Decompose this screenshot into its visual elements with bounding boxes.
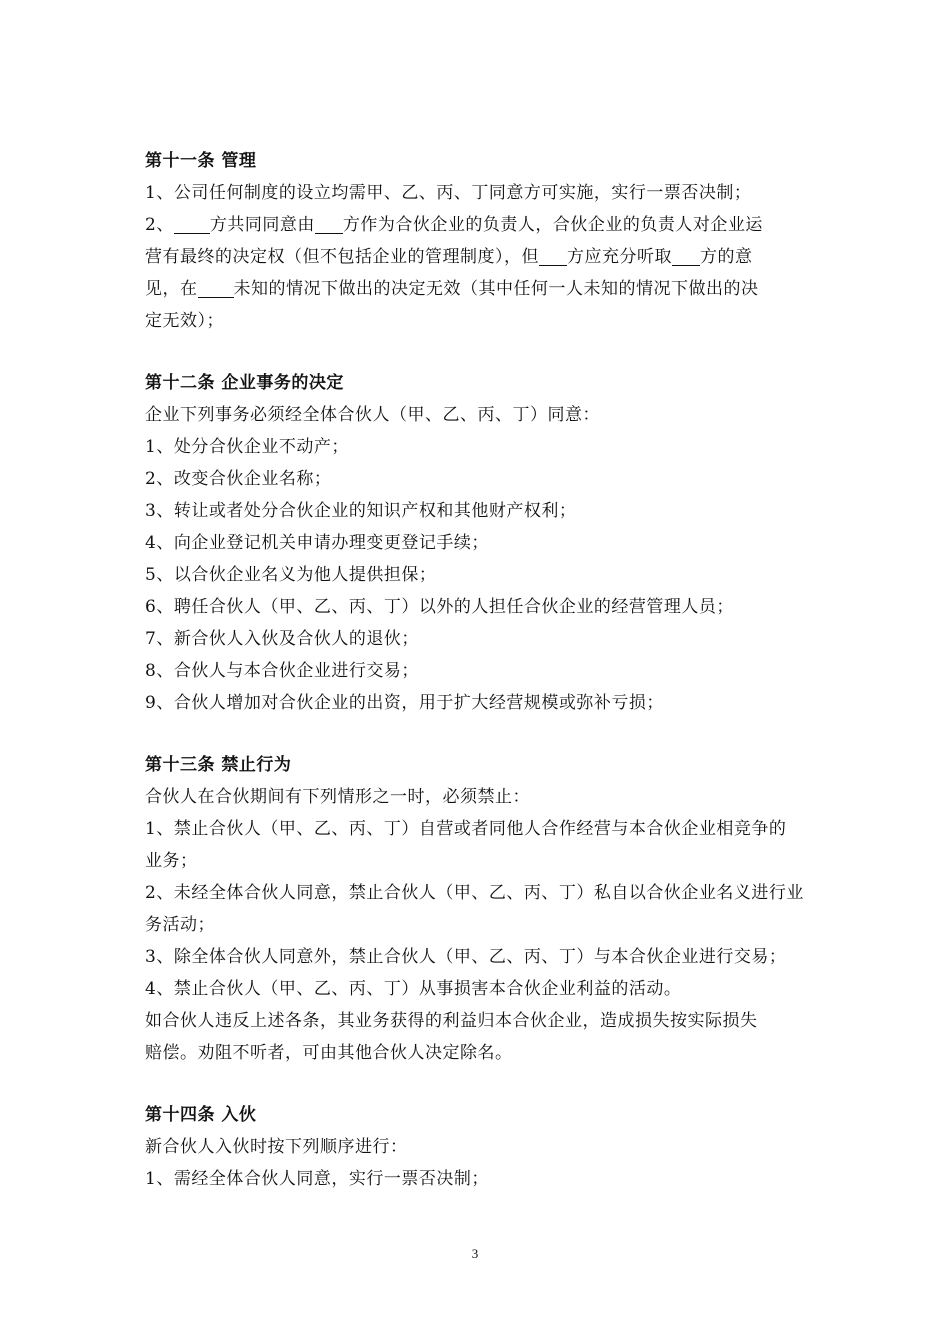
list-item: 1、需经全体合伙人同意，实行一票否决制； bbox=[145, 1169, 489, 1189]
paragraph-line: 赔偿。劝阻不听者，可由其他合伙人决定除名。 bbox=[145, 1043, 513, 1063]
text-run: 2、 bbox=[145, 215, 174, 235]
text-run: 方应充分听取 bbox=[567, 247, 672, 267]
list-item: 5、以合伙企业名义为他人提供担保； bbox=[145, 565, 437, 585]
list-item: 6、聘任合伙人（甲、乙、丙、丁）以外的人担任合伙企业的经营管理人员； bbox=[145, 597, 734, 617]
paragraph-line bbox=[145, 241, 810, 273]
article-heading: 第十四条 入伙 bbox=[145, 1105, 257, 1125]
page-number: 3 bbox=[471, 1246, 479, 1261]
fill-in-blank bbox=[539, 245, 567, 266]
paragraph-line: 新合伙人入伙时按下列顺序进行： bbox=[145, 1137, 408, 1157]
fill-in-blank bbox=[315, 213, 343, 234]
text-run: 方作为合伙企业的负责人，合伙企业的负责人对企业运 bbox=[342, 215, 763, 235]
text-run: 1、公司任何制度的设立均需甲、乙、丙、丁同意方可实施，实行一票否决制； bbox=[145, 183, 752, 203]
list-item: 3、除全体合伙人同意外，禁止合伙人（甲、乙、丙、丁）与本合伙企业进行交易； bbox=[145, 947, 787, 967]
paragraph-line bbox=[145, 305, 810, 337]
article-heading: 第十一条 管理 bbox=[145, 151, 257, 171]
article-14 bbox=[145, 1099, 810, 1195]
text-run: 方的意 bbox=[700, 247, 753, 267]
list-item: 2、未经全体合伙人同意，禁止合伙人（甲、乙、丙、丁）私自以合伙企业名义进行业 bbox=[145, 883, 804, 903]
article-heading: 第十二条 企业事务的决定 bbox=[145, 373, 344, 393]
list-item: 3、转让或者处分合伙企业的知识产权和其他财产权利； bbox=[145, 501, 577, 521]
list-item: 4、向企业登记机关申请办理变更登记手续； bbox=[145, 533, 489, 553]
fill-in-blank bbox=[672, 245, 700, 266]
fill-in-blank bbox=[198, 277, 234, 298]
article-13 bbox=[145, 749, 810, 1069]
text-run: 定无效）； bbox=[145, 311, 224, 331]
document-body bbox=[145, 145, 810, 1225]
list-item-continuation: 业务； bbox=[145, 851, 198, 871]
list-item: 1、禁止合伙人（甲、乙、丙、丁）自营或者同他人合作经营与本合伙企业相竞争的 bbox=[145, 819, 787, 839]
paragraph-line bbox=[145, 177, 810, 209]
text-run: 营有最终的决定权（但不包括企业的管理制度），但 bbox=[145, 247, 539, 267]
list-item: 1、处分合伙企业不动产； bbox=[145, 437, 349, 457]
text-run: 方共同同意由 bbox=[209, 215, 315, 235]
paragraph-line bbox=[145, 273, 810, 305]
fill-in-blank bbox=[174, 213, 210, 234]
list-item: 7、新合伙人入伙及合伙人的退伙； bbox=[145, 629, 419, 649]
list-item: 2、改变合伙企业名称； bbox=[145, 469, 332, 489]
list-item: 8、合伙人与本合伙企业进行交易； bbox=[145, 661, 419, 681]
list-item: 9、合伙人增加对合伙企业的出资，用于扩大经营规模或弥补亏损； bbox=[145, 693, 664, 713]
article-12 bbox=[145, 367, 810, 719]
article-heading: 第十三条 禁止行为 bbox=[145, 755, 292, 775]
paragraph-line bbox=[145, 209, 810, 241]
paragraph-line: 如合伙人违反上述各条，其业务获得的利益归本合伙企业，造成损失按实际损失 bbox=[145, 1011, 758, 1031]
paragraph-line: 企业下列事务必须经全体合伙人（甲、乙、丙、丁）同意： bbox=[145, 405, 600, 425]
text-run: 未知的情况下做出的决定无效（其中任何一人未知的情况下做出的决 bbox=[233, 279, 759, 299]
list-item: 4、禁止合伙人（甲、乙、丙、丁）从事损害本合伙企业利益的活动。 bbox=[145, 979, 682, 999]
paragraph-line: 合伙人在合伙期间有下列情形之一时，必须禁止： bbox=[145, 787, 530, 807]
list-item-continuation: 务活动； bbox=[145, 915, 215, 935]
article-11 bbox=[145, 145, 810, 337]
text-run: 见，在 bbox=[145, 279, 198, 299]
